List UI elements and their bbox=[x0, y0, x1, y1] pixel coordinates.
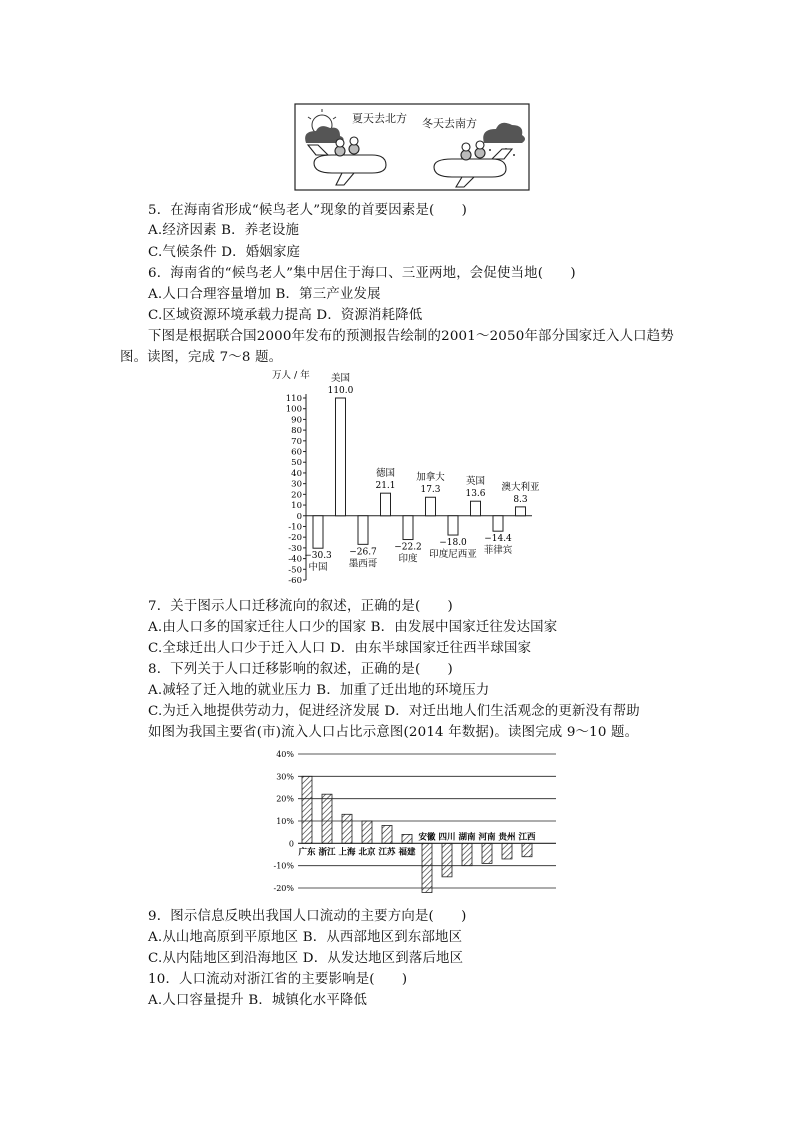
bar-安徽 bbox=[422, 843, 432, 892]
y-tick-label: 50 bbox=[291, 458, 302, 469]
value-label: −30.3 bbox=[304, 551, 332, 562]
chart1-intro-line1: 下图是根据联合国2000年发布的预测报告绘制的2001～2050年部分国家迁入人口趋势 bbox=[148, 329, 674, 344]
y-tick-label: 110 bbox=[285, 394, 302, 404]
question-8: 8．下列关于人口迁移影响的叙述，正确的是( ) bbox=[148, 662, 453, 677]
question-7-options-cd: C.全球迁出人口少于迁入人口 D．由东半球国家迁往西半球国家 bbox=[148, 641, 532, 656]
y-tick-label: 20 bbox=[291, 490, 302, 501]
category-label: 美国 bbox=[330, 373, 351, 384]
chart2-intro: 如图为我国主要省(市)流入人口占比示意图(2014 年数据)。读图完成 9～10 题。 bbox=[148, 725, 639, 740]
y-tick-label: -30 bbox=[288, 543, 302, 554]
y-tick-label: 0 bbox=[296, 511, 302, 522]
category-label: 英国 bbox=[465, 476, 486, 488]
category-label: 印度尼西亚 bbox=[429, 549, 477, 561]
y-tick-label: -10 bbox=[288, 522, 302, 533]
y-tick-label: 20% bbox=[276, 794, 294, 804]
bar-湖南 bbox=[462, 843, 472, 865]
value-label: −26.7 bbox=[349, 547, 377, 558]
y-tick-label: 0 bbox=[288, 839, 294, 849]
question-6-options-cd: C.区域资源环境承载力提高 D．资源消耗降低 bbox=[148, 308, 423, 323]
category-label: 澳大利亚 bbox=[501, 481, 540, 493]
category-label: 北京 bbox=[358, 847, 376, 858]
value-label: −18.0 bbox=[439, 538, 467, 549]
category-label: 菲律宾 bbox=[483, 545, 513, 557]
question-10-options-ab: A.人口容量提升 B．城镇化水平降低 bbox=[148, 993, 368, 1008]
question-8-options-cd: C.为迁入地提供劳动力，促进经济发展 D．对迁出地人们生活观念的更新没有帮助 bbox=[148, 704, 640, 719]
bar-美国 bbox=[336, 398, 346, 516]
question-5-options-ab: A.经济因素 B．养老设施 bbox=[148, 223, 300, 238]
y-tick-label: 10 bbox=[291, 501, 302, 512]
category-label: 安徽 bbox=[418, 832, 436, 843]
y-tick-label: 90 bbox=[291, 415, 302, 426]
bar-江苏 bbox=[382, 825, 392, 843]
category-label: 贵州 bbox=[498, 832, 516, 843]
y-tick-label: -50 bbox=[288, 565, 302, 576]
question-6: 6．海南省的“候鸟老人”集中居住于海口、三亚两地，会促使当地( ) bbox=[148, 266, 576, 281]
y-tick-label: 30 bbox=[291, 479, 302, 490]
question-7: 7．关于图示人口迁移流向的叙述，正确的是( ) bbox=[148, 599, 453, 614]
category-label: 浙江 bbox=[318, 847, 336, 858]
y-tick-label: -40 bbox=[288, 554, 302, 565]
category-label: 湖南 bbox=[458, 832, 476, 843]
bar-北京 bbox=[362, 821, 372, 843]
bar-中国 bbox=[313, 516, 323, 548]
bar-加拿大 bbox=[426, 497, 436, 516]
y-tick-label: 80 bbox=[291, 426, 302, 437]
migration-trend-chart bbox=[270, 366, 545, 588]
value-label: −14.4 bbox=[484, 534, 512, 545]
y-tick-label: -20 bbox=[288, 533, 302, 544]
y-tick-label: 70 bbox=[291, 436, 302, 447]
bar-澳大利亚 bbox=[516, 507, 526, 516]
question-7-options-ab: A.由人口多的国家迁往人口少的国家 B．由发展中国家迁往发达国家 bbox=[148, 620, 558, 635]
bar-广东 bbox=[302, 776, 312, 843]
bar-四川 bbox=[442, 843, 452, 877]
bar-墨西哥 bbox=[358, 516, 368, 545]
inflow-population-chart bbox=[266, 746, 562, 898]
category-label: 广东 bbox=[298, 847, 316, 858]
y-tick-label: -60 bbox=[288, 576, 302, 586]
y-tick-label: 40% bbox=[276, 750, 294, 759]
bar-印度 bbox=[403, 516, 413, 540]
y-tick-label: 60 bbox=[291, 447, 302, 458]
question-9-options-ab: A.从山地高原到平原地区 B．从西部地区到东部地区 bbox=[148, 930, 463, 945]
question-8-options-ab: A.减轻了迁入地的就业压力 B．加重了迁出地的环境压力 bbox=[148, 683, 490, 698]
bar-英国 bbox=[471, 501, 481, 516]
y-axis-unit-label: 万人 / 年 bbox=[272, 370, 310, 381]
bar-德国 bbox=[381, 493, 391, 516]
question-6-options-ab: A.人口合理容量增加 B．第三产业发展 bbox=[148, 287, 381, 302]
category-label: 上海 bbox=[338, 847, 356, 858]
category-label: 河南 bbox=[478, 832, 496, 843]
category-label: 墨西哥 bbox=[348, 558, 378, 570]
value-label: 17.3 bbox=[420, 485, 441, 496]
bar-浙江 bbox=[322, 794, 332, 843]
bar-菲律宾 bbox=[493, 516, 503, 531]
value-label: 21.1 bbox=[375, 481, 396, 492]
cartoon-right-caption: 冬天去南方 bbox=[422, 117, 477, 130]
category-label: 江西 bbox=[518, 832, 536, 843]
bar-河南 bbox=[482, 843, 492, 863]
question-5-options-cd: C.气候条件 D．婚姻家庭 bbox=[148, 245, 301, 260]
cartoon-left-caption: 夏天去北方 bbox=[352, 112, 407, 125]
category-label: 江苏 bbox=[378, 847, 396, 858]
category-label: 中国 bbox=[308, 562, 328, 574]
y-tick-label: 30% bbox=[276, 772, 294, 782]
bar-上海 bbox=[342, 814, 352, 843]
value-label: 110.0 bbox=[327, 386, 354, 396]
bar-江西 bbox=[522, 843, 532, 856]
value-label: −22.2 bbox=[394, 542, 422, 553]
category-label: 加拿大 bbox=[416, 472, 445, 484]
y-tick-label: 10% bbox=[276, 817, 294, 826]
cartoon-illustration bbox=[294, 103, 530, 191]
y-tick-label: 40 bbox=[291, 468, 302, 479]
bar-贵州 bbox=[502, 843, 512, 859]
question-5: 5．在海南省形成“候鸟老人”现象的首要因素是( ) bbox=[148, 203, 468, 218]
y-tick-label: -10% bbox=[273, 861, 294, 871]
y-tick-label: -20% bbox=[273, 884, 294, 893]
category-label: 四川 bbox=[438, 832, 456, 843]
chart1-intro-line2: 图。读图，完成 7～8 题。 bbox=[120, 350, 283, 365]
y-tick-label: 100 bbox=[285, 404, 302, 415]
category-label: 德国 bbox=[375, 468, 396, 480]
question-9-options-cd: C.从内陆地区到沿海地区 D．从发达地区到落后地区 bbox=[148, 951, 464, 966]
bar-福建 bbox=[402, 834, 412, 843]
value-label: 13.6 bbox=[465, 489, 486, 500]
category-label: 印度 bbox=[398, 553, 418, 565]
category-label: 福建 bbox=[398, 847, 416, 858]
value-label: 8.3 bbox=[513, 494, 528, 505]
question-10: 10．人口流动对浙江省的主要影响是( ) bbox=[148, 972, 408, 987]
bar-印度尼西亚 bbox=[448, 516, 458, 535]
question-9: 9．图示信息反映出我国人口流动的主要方向是( ) bbox=[148, 909, 467, 924]
